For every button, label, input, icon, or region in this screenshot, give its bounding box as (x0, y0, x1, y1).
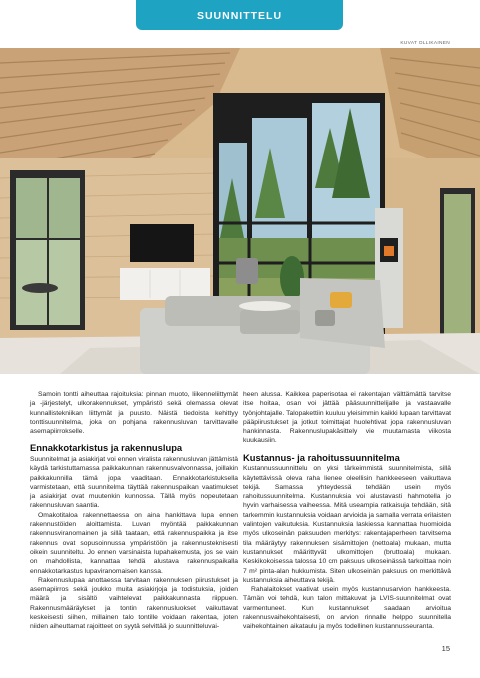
paragraph: Kustannussuunnittelu on yksi tärkeimmistä suunnitelmista, sillä käytettävissä oleva raha lienee oleellisin hankkeeseen vaikuttava tekijä. Samassa yhteydessä tehdään usein myös rahoitussuunnitelma. Kustannuksia voi alustavasti hahmotella jo hyvin varhaisessa vaiheessa. Mitä useampia ratkaisuja tehdään, sitä tarkemmin kustannuksia voidaan arvioida ja samalla verrata erilaisten valintojen vaikutuksia. Kustannuksia laskiessa kannattaa huomioida myös ulkoseinän paksuuden merkitys: rakentajaperheen tarvitsema tila määräytyy rakennuksen sisämittojen (nettoala) mukaan, mutta kustannukset määrittyvät ulkomittojen (bruttoala) mukaan. Keskikokoisessa talossa 10 cm paksuus ulkoseinässä tarkoittaa noin 7 m² pinta-alan hukkumista. Siten ulkoseinän paksuus on merkittävä kustannuksia aiheuttava tekijä. (243, 465, 451, 584)
section-heading-building-permit: Ennakkotarkistus ja rakennuslupa (30, 442, 183, 454)
section-tab: SUUNNITTELU (136, 0, 343, 30)
paragraph: heen alussa. Kaikkea paperisotaa ei rakentajan välttämättä tarvitse itse hoitaa, osan voi jättää pääsuunnittelijalle ja vastaavalle työnjohtajalle. Talopakettiin kuuluu yleisimmin kaikki lupaan tarvittavat pääpiirustukset ja jotkut toimittajat huolehtivat jopa rakennusluvan hankinnasta. Rakennuslupakäsittely vie muutamasta viikosta kuukausiin. (243, 391, 451, 445)
photo-credit: KUVAT OLLIKAINEN (400, 41, 450, 46)
paragraph: Suunnitelmat ja asiakirjat voi ennen viralista rakennusluvan jättämistä käydä tarkistuttamassa paikkakunnan rakennusvalvonnassa, joillakin paikkakunnilla tämä jopa vaaditaan. Ennakkotarkistuksella varmistetaan, että suunnitelma täyttää rakennuspaikan vaatimukset ja asiakirjat ovat muutenkin kunnossa. Tällä myös nopeutetaan rakennusluvan saantia. (30, 455, 238, 510)
paragraph: Omakotitaloa rakennettaessa on aina hankittava lupa ennen rakennustöiden aloittamista. Luvan myöntää paikkakunnan rakennusviranomainen ja sillä taataan, että rakennuspaikka ja itse rakennus ovat sopusoinnussa ympäristöön ja rakennusteknisesti oikein suunniteltu. Jo ennen varsinaista lupahakemusta, jos se vain on mahdollista, kannattaa tehdä alustava rakennuspaikalla ennakkotarkastus lupaviranomaisen kanssa. (30, 511, 238, 575)
left-text-column (30, 390, 238, 632)
page-number: 15 (441, 644, 450, 653)
paragraph: Rakennuslupaa anottaessa tarvitaan rakennuksen piirustukset ja asemapiirros sekä joukko muita asiakirjoja ja todistuksia, joiden määrä ja sisältö vaihtelevat paikkakunnasta riippuen. Rakennusmääräykset ja tontin rakennusluokset vaikuttavat keskeisesti siihen, millainen talo tontille voidaan rakentaa, joten niiden aiheuttamat rajoitteet on syytä selvittää jo suunnitteluvai- (30, 576, 238, 631)
paragraph: Rahalaitokset vaativat usein myös kustannusarvion hankkeesta. Tämän voi tehdä, kun talon mittakuvat ja LVIS-suunnitelmat ovat varmentuneet. Kun kustannukset saadaan arvioitua rakennusvaihekohtaisesti, on arvion rinnalle helppo suunnitella vaihekohtainen aikataulu ja myös todellinen kustannusseuranta. (243, 586, 451, 631)
right-text-column (243, 390, 451, 632)
living-room-photo (0, 48, 480, 374)
paragraph: Samoin tontti aiheuttaa rajoituksia: pinnan muoto, liikenneliittymät ja -järjestelyt, ulkorakennukset, ympäristö sekä olemassa olevat kunnallistekniikan liittymät ja puusto. Näistä tiedoista kehittyy tonttisuunnitelma, joka on pohjana rakennusluvan tarvittavalle asemapiirrokselle. (30, 391, 238, 436)
section-heading-cost-plan: Kustannus- ja rahoitussuunnitelma (243, 451, 400, 463)
